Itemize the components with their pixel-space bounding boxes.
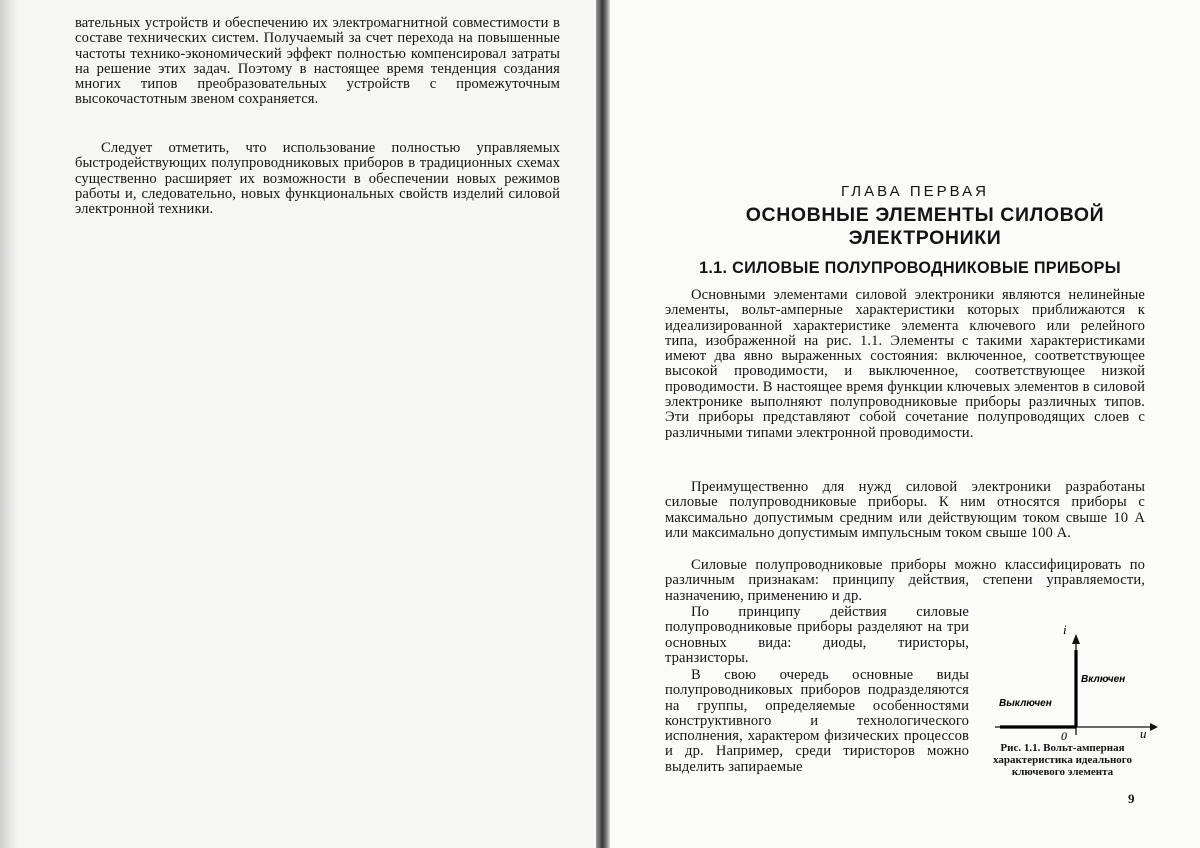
chapter-label: ГЛАВА ПЕРВАЯ xyxy=(841,183,989,200)
y-axis-arrow xyxy=(1072,634,1080,644)
book-spine xyxy=(596,0,610,848)
chapter-title-line-2: ЭЛЕКТРОНИКИ xyxy=(848,227,1002,249)
chapter-title xyxy=(630,204,1200,250)
left-paragraph-2: Следует отметить, что использование полностью управляемых быстродействующих полупроводниковых приборов в традиционных схемах существенно расширяет их возможности в обеспечении новых режимов работы и, следовательно, новых функциональных свойств изделий силовой электронной техники. xyxy=(75,140,560,218)
page-number: 9 xyxy=(1128,791,1135,806)
origin-label: 0 xyxy=(1061,729,1067,740)
section-title: 1.1. СИЛОВЫЕ ПОЛУПРОВОДНИКОВЫЕ ПРИБОРЫ xyxy=(699,259,1121,277)
figure-caption: Рис. 1.1. Вольт-амперная характеристика идеального ключевого элемента xyxy=(992,742,1133,778)
on-state-label: Включен xyxy=(1081,674,1126,685)
x-axis-label: u xyxy=(1140,726,1147,740)
x-axis-arrow xyxy=(1150,723,1158,731)
page-edge-shadow xyxy=(0,0,18,848)
y-axis-label: i xyxy=(1063,622,1067,637)
right-paragraph-3: Силовые полупроводниковые приборы можно классифицировать по различным признакам: принципу действия, степени управляемости, назначению, применению и др. xyxy=(665,557,1145,604)
right-paragraph-4: По принципу действия силовые полупроводниковые приборы разделяют на три основных вида: диоды, тиристоры, транзисторы. xyxy=(665,604,969,666)
off-state-label: Выключен xyxy=(999,698,1052,709)
chapter-title-line-1: ОСНОВНЫЕ ЭЛЕМЕНТЫ СИЛОВОЙ xyxy=(745,204,1105,226)
figure-1-1 xyxy=(975,620,1170,800)
right-paragraph-2: Преимущественно для нужд силовой электроники разработаны силовые полупроводниковые приборы. К ним относятся приборы с максимально допустимым средним или действующим током свыше 10 А или максимально допустимым импульсным током свыше 100 А. xyxy=(665,479,1145,541)
iv-characteristic-diagram xyxy=(975,620,1170,740)
right-paragraph-5: В свою очередь основные виды полупроводниковых приборов подразделяются на группы, определяемые особенностями конструктивного и технологического исполнения, характером физических процессов и др. Например, среди тиристоров можно выделить запираемые xyxy=(665,667,969,775)
right-paragraph-1: Основными элементами силовой электроники являются нелинейные элементы, вольт-амперные характеристики которых приближаются к идеализированной характеристике элемента ключевого или релейного типа, изображенной на рис. 1.1. Элементы с такими характеристиками имеют два явно выраженных состояния: включенное, соответствующее высокой проводимости, и выключенное, соответствующее низкой проводимости. В настоящее время функции ключевых элементов в силовой электронике выполняют полупроводниковые приборы различных типов. Эти приборы представляют собой сочетание полупроводящих слоев с различными типами электронной проводимости. xyxy=(665,287,1145,441)
left-paragraph-1: вательных устройств и обеспечению их электромагнитной совместимости в составе технических систем. Получаемый за счет перехода на повышенные частоты технико-экономический эффект полностью компенсировал затраты на решение этих задач. Поэтому в настоящее время тенденция создания многих типов преобразовательных устройств с промежуточным высокочастотным звеном сохраняется. xyxy=(75,15,560,108)
